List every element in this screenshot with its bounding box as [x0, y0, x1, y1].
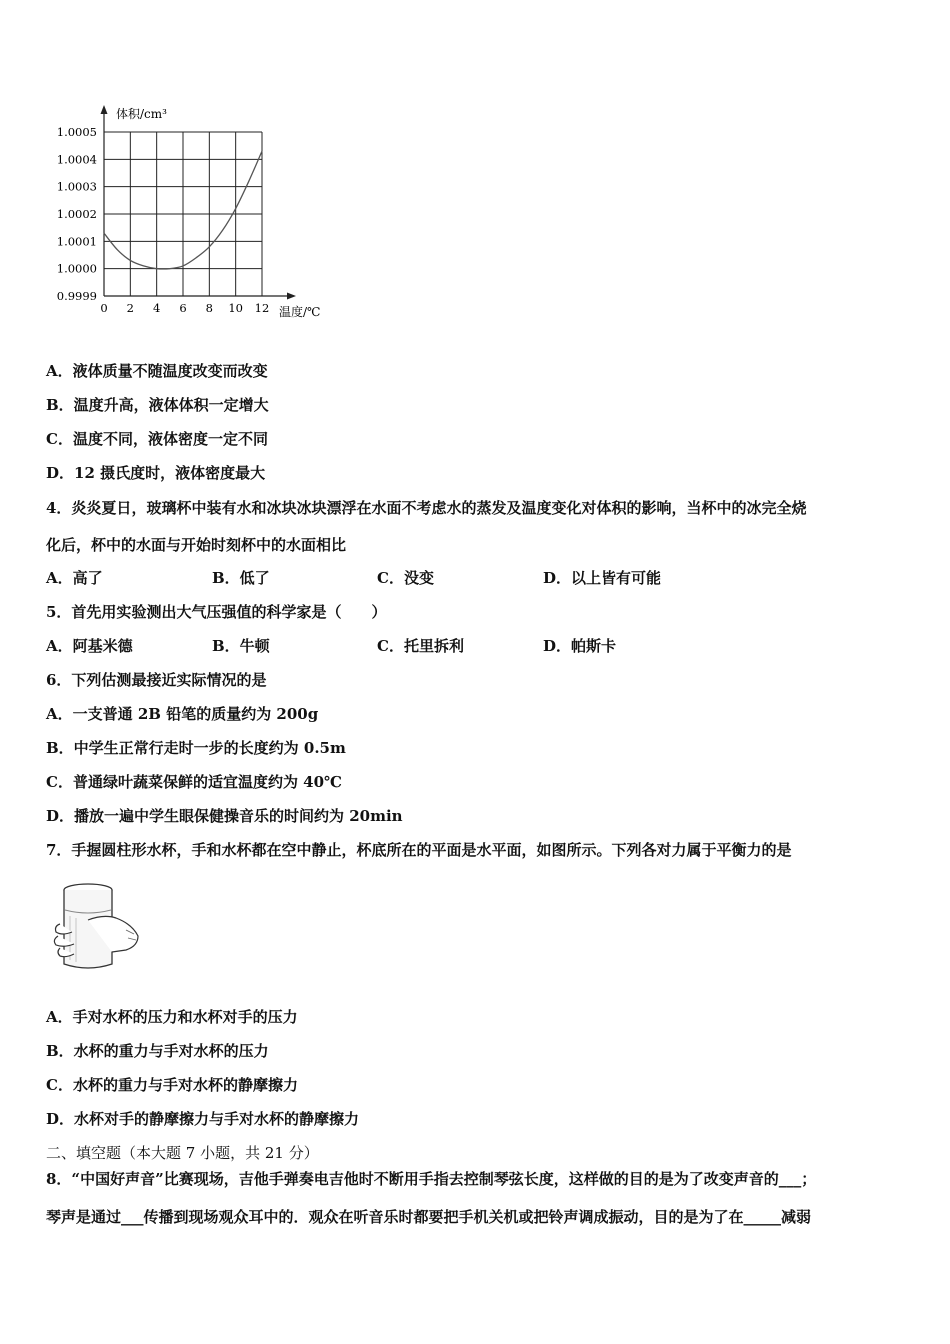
- y-tick-label: 1.0005: [56, 125, 97, 139]
- q6-option-a: A．一支普通 2B 铅笔的质量约为 200g: [46, 705, 319, 723]
- q6-option-b: B．中学生正常行走时一步的长度约为 0.5m: [46, 739, 346, 757]
- x-axis-label: 温度/℃: [279, 305, 321, 319]
- q5-option-d: D．帕斯卡: [543, 637, 617, 655]
- q5-option-c: C．托里拆利: [377, 637, 464, 655]
- q4-option-c: C．没变: [377, 569, 434, 587]
- q4-stem-line2: 化后，杯中的水面与开始时刻杯中的水面相比: [46, 536, 347, 554]
- q6-stem: 6．下列估测最接近实际情况的是: [46, 671, 267, 689]
- q7-option-d: D．水杯对手的静摩擦力与手对水杯的静摩擦力: [46, 1110, 360, 1128]
- hand-holding-cup-figure: [52, 880, 142, 972]
- q7-option-b: B．水杯的重力与手对水杯的压力: [46, 1042, 269, 1060]
- y-tick-label: 1.0000: [56, 261, 97, 276]
- q8-line1: 8．“中国好声音”比赛现场，吉他手弹奏电吉他时不断用手指去控制琴弦长度，这样做的目的是为了改变声音的___；: [46, 1170, 817, 1188]
- y-tick-label: 1.0003: [56, 179, 97, 194]
- y-tick-label: 1.0001: [56, 234, 97, 249]
- q4-stem-line1: 4．炎炎夏日，玻璃杯中装有水和冰块冰块漂浮在水面不考虑水的蒸发及温度变化对体积的影响，当杯中的冰完全烧: [46, 499, 807, 517]
- y-axis-label: 体积/cm³: [116, 107, 167, 121]
- q7-option-a: A．手对水杯的压力和水杯对手的压力: [46, 1008, 298, 1026]
- x-tick-label: 12: [254, 301, 270, 315]
- q3-option-a: A．液体质量不随温度改变而改变: [46, 362, 268, 380]
- x-tick-labels: [100, 301, 269, 315]
- volume-temperature-chart: [50, 100, 340, 330]
- x-tick-label: 2: [126, 301, 134, 315]
- q4-option-d: D．以上皆有可能: [543, 569, 662, 587]
- q4-option-b: B．低了: [212, 569, 270, 587]
- x-tick-label: 4: [153, 301, 161, 315]
- q8-line2: 琴声是通过___传播到现场观众耳中的．观众在听音乐时都要把手机关机或把铃声调成振动，目的是为了在_____减弱: [46, 1208, 812, 1226]
- y-tick-labels: [57, 125, 97, 303]
- chart-grid: [104, 132, 262, 296]
- q5-stem: 5．首先用实验测出大气压强值的科学家是（ ）: [46, 603, 387, 621]
- x-tick-label: 8: [205, 301, 213, 315]
- x-tick-label: 6: [179, 301, 187, 315]
- y-tick-label: 1.0004: [56, 152, 97, 167]
- chart-axes: [101, 105, 297, 300]
- q7-stem: 7．手握圆柱形水杯，手和水杯都在空中静止，杯底所在的平面是水平面，如图所示。下列各对力属于平衡力的是: [46, 841, 792, 859]
- q6-option-d: D．播放一遍中学生眼保健操音乐的时间约为 20min: [46, 807, 403, 825]
- q5-option-b: B．牛顿: [212, 637, 270, 655]
- y-tick-label: 0.9999: [56, 289, 97, 303]
- x-axis-arrow: [287, 293, 296, 300]
- q5-option-a: A．阿基米德: [46, 637, 133, 655]
- q3-option-c: C．温度不同，液体密度一定不同: [46, 430, 268, 448]
- q3-option-d: D．12 摄氏度时，液体密度最大: [46, 464, 266, 482]
- y-axis-arrow: [101, 105, 108, 114]
- q7-option-c: C．水杯的重力与手对水杯的静摩擦力: [46, 1076, 298, 1094]
- q3-option-b: B．温度升高，液体体积一定增大: [46, 396, 269, 414]
- x-tick-label: 0: [100, 301, 108, 315]
- q6-option-c: C．普通绿叶蔬菜保鲜的适宜温度约为 40℃: [46, 773, 343, 791]
- section-2-heading: 二、填空题（本大题 7 小题，共 21 分）: [46, 1144, 319, 1162]
- x-tick-label: 10: [228, 301, 243, 315]
- q4-option-a: A．高了: [46, 569, 103, 587]
- y-tick-label: 1.0002: [56, 207, 97, 221]
